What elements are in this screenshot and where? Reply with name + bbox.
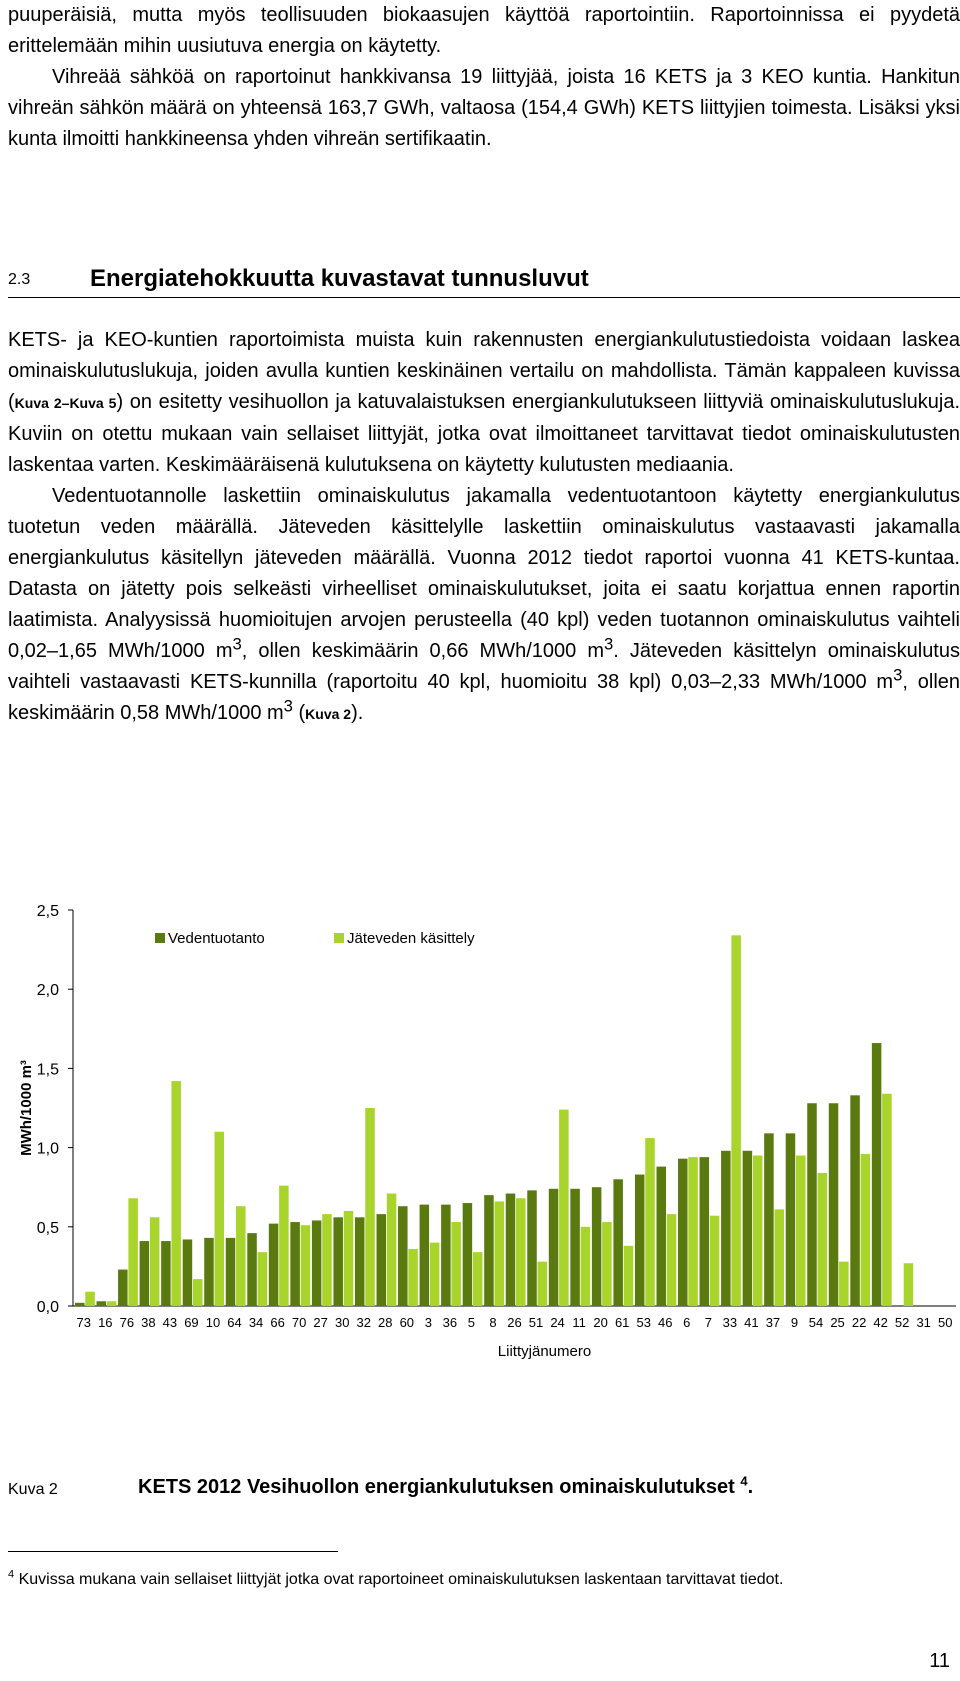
bar-vedentuotanto [441, 1205, 451, 1306]
bar-vedentuotanto [398, 1206, 408, 1306]
y-axis-title: MWh/1000 m³ [18, 1060, 35, 1156]
x-tick-label: 24 [550, 1315, 565, 1330]
intro-paragraph-2: Vihreää sähköä on raportoinut hankkivansa 19 liittyjää, joista 16 KETS ja 3 KEO kuntia. Hankitun vihreän sähkön määrä on yhteensä 163,7 GWh, valtaosa (154,4 GWh) KETS liittyjien toimesta. Lisäksi yksi kunta ilmoitti hankkineensa yhden vihreän sertifikaatin. [8, 66, 960, 150]
bar-vedentuotanto [635, 1175, 645, 1306]
bar-jatevesi [236, 1206, 246, 1306]
bar-jatevesi [710, 1216, 720, 1306]
x-tick-label: 36 [442, 1315, 458, 1330]
figure-ref[interactable]: Kuva 2–Kuva 5 [14, 395, 117, 411]
x-tick-label: 26 [507, 1315, 522, 1330]
bar-vedentuotanto [118, 1270, 128, 1306]
bar-jatevesi [387, 1194, 397, 1306]
x-tick-label: 50 [937, 1315, 953, 1330]
x-tick-label: 32 [356, 1315, 371, 1330]
bar-jatevesi [774, 1209, 784, 1306]
x-tick-label: 61 [614, 1315, 630, 1330]
bar-jatevesi [559, 1110, 569, 1306]
bar-vedentuotanto [678, 1159, 688, 1306]
bar-jatevesi [128, 1198, 138, 1306]
x-tick-label: 25 [830, 1315, 845, 1330]
x-tick-label: 43 [162, 1315, 178, 1330]
bar-jatevesi [171, 1081, 181, 1306]
bar-vedentuotanto [290, 1222, 300, 1306]
x-tick-label: 52 [894, 1315, 910, 1330]
x-tick-label: 10 [205, 1315, 221, 1330]
x-tick-label: 41 [744, 1315, 759, 1330]
bar-jatevesi [301, 1225, 311, 1306]
x-tick-label: 60 [399, 1315, 415, 1330]
bar-vedentuotanto [269, 1224, 279, 1306]
bar-jatevesi [667, 1214, 677, 1306]
bar-vedentuotanto [226, 1238, 236, 1306]
bar-vedentuotanto [570, 1189, 580, 1306]
bar-jatevesi [85, 1292, 95, 1306]
page-number: 11 [929, 1650, 950, 1672]
legend-swatch [155, 933, 165, 943]
x-tick-label: 28 [378, 1315, 393, 1330]
bar-jatevesi [473, 1252, 483, 1306]
bar-jatevesi [904, 1263, 914, 1306]
y-tick-label: 2,0 [36, 982, 59, 1000]
x-tick-label: 7 [704, 1315, 712, 1330]
bar-vedentuotanto [247, 1233, 256, 1306]
section-number: 2.3 [8, 271, 31, 288]
legend-swatch [334, 933, 344, 943]
x-tick-label: 30 [334, 1315, 350, 1330]
x-tick-label: 16 [98, 1315, 113, 1330]
bar-vedentuotanto [872, 1043, 882, 1306]
bar-vedentuotanto [140, 1241, 150, 1306]
figure-caption: KETS 2012 Vesihuollon energiankulutuksen ominaiskulutukset $^4$. [138, 1473, 754, 1498]
bar-jatevesi [408, 1249, 418, 1306]
legend-label: Vedentuotanto [168, 930, 265, 947]
x-tick-label: 69 [184, 1315, 199, 1330]
bar-vedentuotanto [506, 1194, 515, 1306]
figure-ref-kuva2[interactable]: Kuva 2 [305, 706, 352, 722]
bar-jatevesi [731, 935, 741, 1306]
x-tick-label: 6 [683, 1315, 691, 1330]
bar-jatevesi [839, 1262, 849, 1306]
x-tick-label: 22 [851, 1315, 867, 1330]
bar-jatevesi [602, 1222, 612, 1306]
x-tick-label: 31 [916, 1315, 931, 1330]
y-tick-label: 0,5 [36, 1219, 59, 1237]
figure-label: Kuva 2 [8, 1481, 58, 1498]
bar-vedentuotanto [204, 1238, 214, 1306]
x-tick-label: 9 [790, 1315, 799, 1330]
bar-vedentuotanto [75, 1303, 85, 1306]
bar-vedentuotanto [312, 1220, 322, 1306]
bar-jatevesi [365, 1108, 375, 1306]
bar-jatevesi [882, 1094, 892, 1306]
bar-vedentuotanto [656, 1167, 666, 1306]
y-tick-label: 2,5 [36, 903, 59, 920]
bar-vedentuotanto [183, 1239, 193, 1306]
x-tick-label: 3 [424, 1315, 432, 1330]
bar-vedentuotanto [420, 1205, 430, 1306]
bar-vedentuotanto [700, 1157, 710, 1306]
bar-vedentuotanto [484, 1195, 494, 1306]
intro-paragraph-1: puuperäisiä, mutta myös teollisuuden biokaasujen käyttöä raportointiin. Raportoinnissa ei pyydetä erittelemään mihin uusiutuva energia on käytetty. [8, 4, 960, 57]
y-tick-label: 0,0 [36, 1299, 59, 1316]
bar-vedentuotanto [463, 1203, 473, 1306]
bar-vedentuotanto [377, 1214, 387, 1306]
bar-jatevesi [796, 1156, 806, 1306]
bar-jatevesi [818, 1173, 828, 1306]
x-tick-label: 70 [291, 1315, 307, 1330]
y-tick-label: 1,5 [36, 1061, 59, 1079]
x-tick-label: 51 [528, 1315, 544, 1330]
x-tick-label: 33 [722, 1315, 738, 1330]
x-tick-label: 76 [119, 1315, 135, 1330]
body-paragraph-1: KETS- ja KEO-kuntien raportoimista muista kuin rakennusten energiankulutustiedoista voidaan laskea ominaiskulutuslukuja, joiden avulla kuntien keskinäinen vertailu on mahdollista. Tämän kappaleen kuvissa (Kuva 2–Kuva 5) on esitetty vesihuollon ja katuvalaistuksen energiankulutukseen liittyviä ominaiskulutuslukuja. Kuviin on otettu mukaan vain sellaiset liittyjät, jotka ovat ilmoittaneet tarvittavat tiedot ominaiskulutusten laskentaa varten. Keskimääräisenä kulutuksena on käytetty kulutusten mediaania. [8, 329, 960, 476]
bar-vedentuotanto [764, 1133, 774, 1306]
bar-vedentuotanto [850, 1095, 860, 1306]
x-tick-label: 64 [227, 1315, 242, 1330]
body-paragraph-2: Vedentuotannolle laskettiin ominaiskulutus jakamalla vedentuotantoon käytetty energiankulutus tuotetun veden määrällä. Jäteveden käsittelylle laskettiin ominaiskulutus vastaavasti jakamalla energiankulutus käsitellyn jäteveden määrällä. Vuonna 2012 tiedot raportoi vuonna 41 KETS-kuntaa. Datasta on jätetty pois selkeästi virheelliset ominaiskulutukset, joita ei saatu korjattua ennen raportin laatimista. Analyysissä huomioitujen arvojen perusteella (40 kpl) veden tuotannon ominaiskulutus vaihteli 0,02–1,65 MWh/1000 $m^3$, ollen keskimäärin 0,66 MWh/1000 $m^3$. Jäteveden käsittelyn ominaiskulutus vaihteli vastaavasti KETS-kunnilla (raportoitu 40 kpl, huomioitu 38 kpl) 0,03–2,33 MWh/1000 $m^3$, ollen keskimäärin 0,58 MWh/1000 $m^3$ (Kuva 2). [8, 485, 960, 724]
bar-jatevesi [516, 1198, 526, 1306]
bar-jatevesi [215, 1132, 225, 1306]
x-tick-label: 27 [313, 1315, 328, 1330]
bar-jatevesi [322, 1214, 332, 1306]
bar-jatevesi [753, 1156, 763, 1306]
bar-jatevesi [688, 1157, 698, 1306]
bar-vedentuotanto [786, 1133, 796, 1306]
bar-jatevesi [344, 1211, 354, 1306]
footnote-divider [8, 1551, 338, 1552]
x-tick-label: 37 [765, 1315, 781, 1330]
bar-vedentuotanto [721, 1151, 731, 1306]
bar-jatevesi [538, 1262, 548, 1306]
bar-vedentuotanto [743, 1151, 753, 1306]
body-text [8, 325, 960, 730]
section-heading [8, 263, 960, 298]
x-tick-label: 34 [248, 1315, 264, 1330]
bar-jatevesi [258, 1252, 268, 1306]
legend-label: Jäteveden käsittely [347, 930, 475, 947]
bar-jatevesi [279, 1186, 289, 1306]
bar-jatevesi [107, 1301, 117, 1306]
bar-jatevesi [624, 1246, 634, 1306]
bar-vedentuotanto [355, 1217, 365, 1306]
x-tick-label: 8 [489, 1315, 497, 1330]
bar-jatevesi [150, 1217, 160, 1306]
footnote: $^4$ Kuvissa mukana vain sellaiset liittyjät jotka ovat raportoineet ominaiskulutuksen laskentaan tarvittavat tiedot. [8, 1568, 784, 1588]
x-tick-label: 54 [808, 1315, 824, 1330]
y-tick-label: 1,0 [36, 1140, 59, 1158]
x-tick-label: 66 [270, 1315, 285, 1330]
bar-jatevesi [193, 1279, 203, 1306]
x-tick-label: 46 [658, 1315, 673, 1330]
bar-vedentuotanto [592, 1187, 602, 1306]
x-tick-label: 53 [636, 1315, 651, 1330]
bar-jatevesi [645, 1138, 655, 1306]
bar-vedentuotanto [549, 1189, 559, 1306]
x-tick-label: 20 [593, 1315, 608, 1330]
bar-vedentuotanto [829, 1103, 839, 1306]
bar-jatevesi [581, 1227, 591, 1306]
bar-vedentuotanto [613, 1179, 623, 1306]
bar-jatevesi [451, 1222, 461, 1306]
x-axis-title: Liittyjänumero [497, 1343, 592, 1360]
x-tick-label: 42 [873, 1315, 888, 1330]
x-tick-label: 5 [467, 1315, 476, 1330]
bar-vedentuotanto [333, 1217, 343, 1306]
bar-vedentuotanto [161, 1241, 171, 1306]
section-title: Energiatehokkuutta kuvastavat tunnusluvut [90, 265, 589, 292]
bar-vedentuotanto [527, 1190, 537, 1306]
bar-jatevesi [494, 1201, 504, 1306]
bar-jatevesi [861, 1154, 871, 1306]
x-tick-label: 73 [76, 1315, 92, 1330]
bar-chart [0, 880, 960, 1460]
x-tick-label: 11 [572, 1315, 586, 1330]
x-tick-label: 38 [141, 1315, 156, 1330]
bar-vedentuotanto [97, 1301, 107, 1306]
bar-jatevesi [430, 1243, 440, 1306]
bar-vedentuotanto [807, 1103, 817, 1306]
